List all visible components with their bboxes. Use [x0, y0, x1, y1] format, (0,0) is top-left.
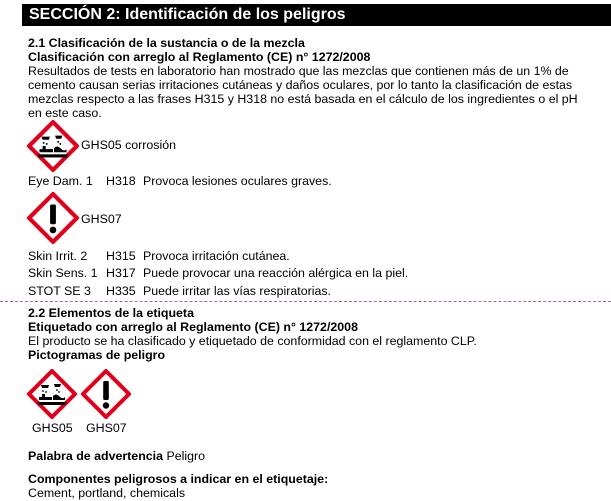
- hazard-statement: Puede irritar las vías respiratorias.: [143, 284, 331, 298]
- body-line: cemento causan serias irritaciones cutáneas y daños oculares, por lo tanto la clasificación de estas: [28, 78, 573, 92]
- components-heading: Componentes peligrosos a indicar en el etiquetaje:: [28, 472, 329, 486]
- ghs07-exclamation-icon: [27, 192, 79, 244]
- hazard-statement: Puede provocar una reacción alérgica en la piel.: [143, 266, 409, 280]
- signal-word-label: Palabra de advertencia: [28, 449, 163, 463]
- hazard-statement: Provoca irritación cutánea.: [143, 249, 290, 263]
- body-text: El producto se ha clasificado y etiquetado de conformidad con el reglamento CLP.: [28, 334, 477, 348]
- pictogram-label: GHS05: [32, 421, 73, 435]
- signal-word-line: [28, 449, 205, 463]
- pictograms-heading: Pictogramas de peligro: [28, 348, 166, 362]
- hazard-code: H318: [106, 174, 136, 188]
- ghs07-exclamation-icon: [81, 369, 131, 419]
- ghs05-corrosion-icon: [27, 369, 77, 419]
- hazard-class: STOT SE 3: [28, 284, 91, 298]
- hazard-class: Eye Dam. 1: [28, 174, 93, 188]
- hazard-code: H315: [106, 249, 136, 263]
- body-line: mezclas respecto a las frases H315 y H318 no está basada en el cálculo de los ingredientes o el pH: [28, 92, 578, 106]
- regulation-heading: Clasificación con arreglo al Reglamento (CE) n° 1272/2008: [28, 50, 371, 64]
- body-line: en este caso.: [28, 106, 102, 120]
- ghs07-label: GHS07: [81, 212, 122, 226]
- body-line: Resultados de tests en laboratorio han mostrado que las mezclas que contienen más de un 1% de: [28, 64, 569, 78]
- components-text: Cement, portland, chemicals: [28, 486, 186, 500]
- signal-word: Peligro: [166, 449, 206, 463]
- hazard-statement: Provoca lesiones oculares graves.: [143, 174, 332, 188]
- section-title: SECCIÓN 2: Identificación de los peligros: [22, 4, 611, 26]
- hazard-code: H317: [106, 266, 136, 280]
- hazard-class: Skin Irrit. 2: [28, 249, 88, 263]
- hazard-class: Skin Sens. 1: [28, 266, 98, 280]
- section-divider: [0, 301, 611, 302]
- pictogram-label: GHS07: [86, 421, 127, 435]
- regulation-heading: Etiquetado con arreglo al Reglamento (CE) n° 1272/2008: [28, 320, 358, 334]
- ghs05-label: GHS05 corrosión: [81, 138, 177, 152]
- subsection-heading: 2.1 Clasificación de la sustancia o de la mezcla: [28, 36, 305, 50]
- hazard-code: H335: [106, 284, 136, 298]
- subsection-heading: 2.2 Elementos de la etiqueta: [28, 306, 194, 320]
- ghs05-corrosion-icon: [27, 120, 79, 172]
